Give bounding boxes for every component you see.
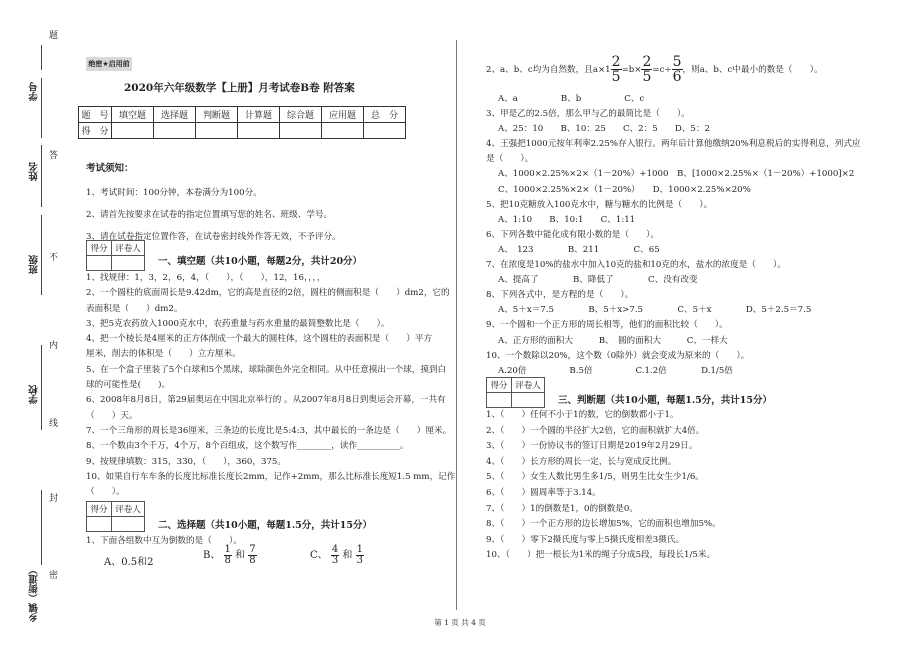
dash-mark-feng: 封 [47, 493, 57, 502]
notice-heading: 考试须知： [86, 163, 134, 174]
fraction: $\frac{4}{3}$ [331, 544, 339, 566]
question-line: 4、王强把1000元按年利率2.25%存入银行。两年后计算他缴纳20%利息税后的实得利息，列式应 [486, 139, 861, 150]
q2-middle-1: =b× [621, 65, 642, 75]
question-line: 4、把一个棱长是4厘米的正方体削成一个最大的圆柱体，这个圆柱的表面积是（ ）平方 [86, 334, 433, 345]
score-entry-cell[interactable] [322, 123, 364, 139]
option-c-prefix: C、 [310, 550, 328, 561]
score-table-cell: 总 分 [364, 107, 406, 123]
score-entry-cell[interactable] [112, 123, 154, 139]
student-id-label: 学号 [29, 82, 40, 101]
question-line: 10、一个数除以20%，这个数（0除外）就会变成为原来的（ ）。 [486, 350, 750, 361]
confidential-stamp: 绝密★启用前 [86, 57, 132, 71]
option-c-and: 和 [342, 550, 353, 561]
grader-score-cell[interactable] [87, 517, 112, 532]
judgement-line: 9、（ ）零下2摄氏度与零上5摄氏度相差3摄氏。 [486, 534, 685, 545]
binding-top-mark: 题 [47, 30, 57, 39]
option-b-and: 和 [235, 550, 246, 561]
grader-reviewer-cell[interactable] [112, 256, 145, 271]
section3-title: 三、判断题（共10小题，每题1.5分，共计15分） [558, 395, 772, 406]
section2-questions-right [486, 92, 861, 379]
judgement-line: 10、（ ）把一根长为1米的绳子分成5段，每段长1/5米。 [486, 550, 716, 561]
question-line: A、5＋x＝7.5 B、5＋x>7.5 C、5＋x D、5＋2.5＝7.5 [498, 305, 812, 316]
grader-box-1 [86, 240, 145, 271]
dash-mark-mi: 密 [47, 570, 57, 579]
judgement-line: 7、（ ）1的倒数是1，0的倒数是0。 [486, 503, 638, 514]
question-line: （ ）。 [86, 487, 125, 498]
question-line: A、正方形的面积大 B、 圆的面积大 C、一样大 [498, 335, 728, 346]
judgement-line: 1、（ ）任何不小于1的数，它的倒数都小于1。 [486, 410, 679, 420]
binding-line [41, 45, 42, 70]
dash-mark-nei: 内 [47, 340, 57, 349]
judgement-line: 4、（ ）长方形的周长一定，长与宽成反比例。 [486, 456, 677, 467]
grader-score-cell[interactable] [487, 393, 512, 408]
grader-reviewer-cell[interactable] [112, 517, 145, 532]
question-line: 3、把5克农药放入1000克水中，农药重量与药水重量的最简整数比是（ ）。 [86, 318, 390, 329]
fraction: $\frac{2}{5}$ [611, 54, 621, 85]
score-table-header-row [79, 107, 406, 123]
judgement-line: 8、（ ）一个正方形的边长增加5%，它的面积也增加5%。 [486, 519, 721, 530]
score-entry-cell[interactable] [364, 123, 406, 139]
option-b-prefix: B、 [203, 550, 221, 561]
section1-title: 一、填空题（共10小题，每题2分，共计20分） [158, 256, 363, 267]
q2-suffix: ，则a、b、c中最小的数是（ ）。 [682, 65, 823, 75]
judgement-line: 3、（ ）一份协议书的签订日期是2019年2月29日。 [486, 441, 698, 452]
question-line: A、提高了 B、降低了 C、没有改变 [498, 275, 698, 286]
score-table-cell: 综合题 [280, 107, 322, 123]
fraction: $\frac{5}{6}$ [672, 54, 682, 85]
district-line [41, 490, 42, 565]
student-id-line [41, 78, 42, 138]
page-footer: 第 1 页 共 4 页 [434, 618, 486, 627]
q2-middle-2: =c÷ [652, 65, 672, 75]
score-entry-cell[interactable] [154, 123, 196, 139]
column-divider [456, 40, 457, 610]
section3-questions [486, 408, 721, 564]
option-a-text: A、0.5和2 [104, 557, 154, 568]
fraction: $\frac{7}{8}$ [249, 544, 256, 566]
dash-mark-xian: 线 [47, 418, 57, 427]
school-label: 学校 [29, 385, 40, 404]
question-line: 8、下列各式中，是方程的是（ ）。 [486, 290, 634, 301]
question-line: 10、如果自行车车条的长度比标准长度长2mm，记作+2mm，那么比标准长度短1.5 mm，记作 [86, 471, 456, 482]
question-line: A.20倍 B.5倍 C.1.2倍 D.1/5倍 [498, 365, 733, 376]
question-line: 6、下列各数中能化成有限小数的是（ ）。 [486, 229, 660, 240]
grader-box-3 [486, 377, 545, 408]
question-line: A、1:10 B、10:1 C、1:11 [498, 214, 636, 225]
question-line: 1、找规律：1，3，2，6，4，（ ），（ ），12，16，，，， [86, 273, 326, 283]
grader-reviewer-label: 评卷人 [112, 241, 145, 256]
question-line: 7、一个三角形的周长是36厘米，三条边的长度比是5:4:3，其中最长的一条边是（ ）厘米。 [86, 425, 452, 436]
section2-q1-option-a [104, 553, 154, 568]
score-entry-cell[interactable] [280, 123, 322, 139]
question-line: 8、一个数由3个千万，4个万，8个百组成，这个数写作________，读作__________。 [86, 441, 409, 452]
section2-title: 二、选择题（共10小题，每题1.5分，共计15分） [158, 520, 372, 531]
question-line: A、 123 B、211 C、65 [498, 244, 660, 255]
district-label: 乡镇（街道） [29, 565, 40, 622]
section2-q1-option-b [203, 545, 257, 566]
fraction: $\frac{2}{5}$ [642, 54, 652, 85]
question-line: 厘米，削去的体积是（ ）立方厘米。 [86, 349, 241, 360]
question-line: （ ）天。 [86, 410, 138, 421]
question-line: C、1000×2.25%×2×（1－20%） D、1000×2.25%×20% [498, 184, 751, 195]
fraction: $\frac{1}{3}$ [356, 544, 363, 566]
section1-questions [86, 271, 455, 500]
score-table-cell: 判断题 [196, 107, 238, 123]
score-table-cell: 得 分 [79, 123, 112, 139]
grader-reviewer-label: 评卷人 [112, 502, 145, 517]
name-line [41, 145, 42, 207]
notice-item: 1、考试时间：100分钟，本卷满分为100分。 [86, 188, 262, 198]
question-line: 表面积是（ ）dm2。 [86, 303, 183, 314]
judgement-line: 6、（ ）圆周率等于3.14。 [486, 487, 601, 498]
question-line: 9、一个圆和一个正方形的周长相等，他们的面积比较（ ）。 [486, 320, 728, 331]
dash-mark-da: 答 [47, 150, 57, 159]
exam-title: 2020年六年级数学【上册】月考试卷B卷 附答案 [124, 82, 355, 94]
name-label: 姓名 [29, 162, 40, 181]
dash-mark-bu: 不 [47, 252, 57, 261]
score-table-cell: 选择题 [154, 107, 196, 123]
score-table [78, 106, 406, 139]
school-line [41, 345, 42, 430]
score-table-cell: 计算题 [238, 107, 280, 123]
section2-q1: 1、下面各组数中互为倒数的是（ ）。 [86, 536, 242, 546]
judgement-line: 5、（ ）女生人数比男生多1/5，则男生比女生少1/6。 [486, 472, 704, 483]
grader-score-label: 得分 [87, 502, 112, 517]
notice-list [86, 182, 341, 248]
section2-q1-option-c [310, 545, 364, 566]
score-entry-cell[interactable] [196, 123, 238, 139]
grader-score-cell[interactable] [87, 256, 112, 271]
question-line: 2、一个圆柱的底面周长是9.42dm，它的高是直径的2倍，圆柱的侧面积是（ ）dm2，它的 [86, 288, 450, 299]
score-entry-cell[interactable] [238, 123, 280, 139]
notice-item: 3、请在试卷指定位置作答，在试卷密封线外作答无效，不予评分。 [86, 232, 341, 242]
question-line: 7、在浓度是10%的盐水中加入10克的盐和10克的水，盐水的浓度是（ ）。 [486, 260, 786, 271]
question-line: 5、把10克糖放入100克水中，糖与糖水的比例是（ ）。 [486, 199, 713, 210]
grader-reviewer-label: 评卷人 [512, 378, 545, 393]
q2-prefix: 2、a、b、c均为自然数，且a×1 [486, 65, 611, 75]
score-table-cell: 填空题 [112, 107, 154, 123]
score-table-cell: 应用题 [322, 107, 364, 123]
question-line: A、1000×2.25%×2×（1－20%）+1000 B、[1000×2.25%×（1－20%）+1000]×2 [498, 169, 855, 180]
grader-reviewer-cell[interactable] [512, 393, 545, 408]
class-line [41, 215, 42, 295]
section2-q2 [486, 55, 823, 84]
class-label: 班级 [29, 255, 40, 274]
question-line: 9、按规律填数：315，330，（ ），360，375。 [86, 456, 286, 467]
question-line: 5、在一个盒子里装了5个白球和5个黑球，球除颜色外完全相同。从中任意摸出一个球，摸到白 [86, 364, 447, 375]
fraction: $\frac{1}{8}$ [224, 544, 231, 566]
score-table-score-row [79, 123, 406, 139]
grader-score-label: 得分 [487, 378, 512, 393]
grader-box-2 [86, 501, 145, 532]
score-table-cell: 题 号 [79, 107, 112, 123]
notice-item: 2、请首先按要求在试卷的指定位置填写您的姓名、班级、学号。 [86, 210, 333, 220]
question-line: A、25：10 B、10：25 C、2：5 D、5：2 [498, 124, 710, 135]
question-line: 是（ ）。 [486, 154, 534, 165]
grader-score-label: 得分 [87, 241, 112, 256]
question-line: 6、2008年8月8日，第29届奥运在中国北京举行的 。从2007年8月8日到奥运会开幕，一共有 [86, 395, 446, 406]
judgement-line: 2、（ ）一个圆的半径扩大2倍，它的面积就扩大4倍。 [486, 425, 705, 436]
question-line: A、a B、b C、c [498, 94, 645, 104]
question-line: 球的可能性是( )。 [86, 380, 171, 391]
question-line: 3、甲是乙的2.5倍，那么甲与乙的最简比是（ ）。 [486, 109, 690, 120]
